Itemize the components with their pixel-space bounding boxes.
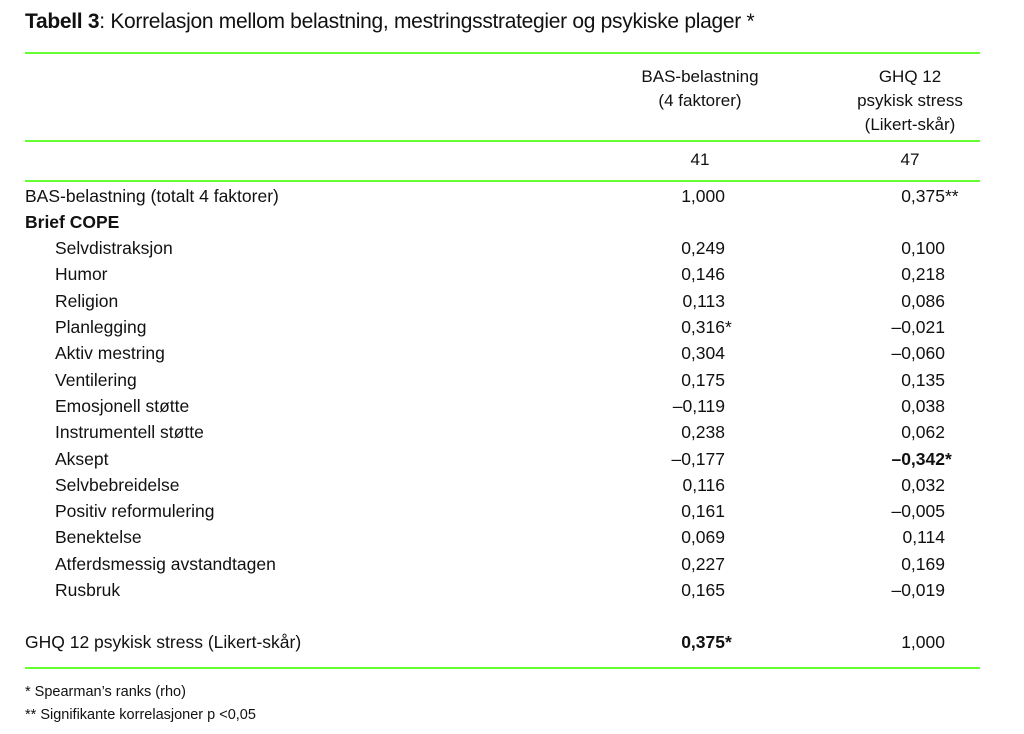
table-row (0, 472, 1024, 498)
header-line: GHQ 12 (878, 67, 942, 86)
column-header-ghq (835, 65, 985, 137)
cell-value: 0,227 (681, 554, 725, 574)
cell-bas (640, 288, 750, 314)
table-row (0, 446, 1024, 472)
cell-ghq (860, 288, 980, 314)
table-row (0, 419, 1024, 445)
cell-value: –0,019 (891, 580, 945, 600)
top-rule (25, 52, 980, 54)
cell-bas (640, 498, 750, 524)
significance-marker: * (725, 632, 732, 652)
row-label: Planlegging (55, 317, 147, 337)
significance-marker: ** (945, 186, 959, 206)
cell-ghq (860, 261, 980, 287)
cell-value: –0,342 (891, 449, 945, 469)
cell-value: 0,218 (901, 264, 945, 284)
cell-ghq (860, 524, 980, 550)
cell-ghq (860, 367, 980, 393)
table-title (25, 10, 754, 34)
cell-value: –0,005 (891, 501, 945, 521)
cell-value: 0,238 (681, 422, 725, 442)
row-label: Aksept (55, 449, 109, 469)
header-rule (25, 140, 980, 142)
cell-value: 0,165 (681, 580, 725, 600)
row-label: Selvdistraksjon (55, 238, 173, 258)
cell-value: –0,119 (672, 396, 725, 416)
cell-value: 0,169 (901, 554, 945, 574)
cell-ghq (860, 235, 980, 261)
cell-ghq (860, 498, 980, 524)
cell-value: –0,021 (891, 317, 945, 337)
row-label: Rusbruk (55, 580, 121, 600)
n-ghq: 47 (900, 150, 920, 169)
cell-ghq (860, 209, 980, 235)
header-line: (4 faktorer) (658, 91, 742, 110)
cell-value: 0,249 (681, 238, 725, 258)
cell-ghq (860, 393, 980, 419)
table-row (0, 340, 1024, 366)
row-label: Ventilering (55, 370, 137, 390)
footnote-significance: ** Signifikante korrelasjoner p <0,05 (25, 707, 256, 723)
significance-marker: * (725, 317, 732, 337)
cell-ghq (860, 183, 980, 209)
cell-value: 0,114 (902, 527, 945, 547)
cell-ghq (860, 472, 980, 498)
row-label: Selvbebreidelse (55, 475, 180, 495)
cell-ghq (860, 314, 980, 340)
row-label: Religion (55, 291, 119, 311)
cell-value: 0,086 (901, 291, 945, 311)
n-bas: 41 (690, 150, 710, 169)
cell-ghq (860, 629, 980, 655)
row-label: Brief COPE (25, 212, 120, 232)
row-label: Instrumentell støtte (55, 422, 204, 442)
cell-value: 0,069 (681, 527, 725, 547)
cell-value: 0,304 (681, 343, 725, 363)
table-row (0, 261, 1024, 287)
table-row (0, 235, 1024, 261)
table-row (0, 524, 1024, 550)
cell-value: 1,000 (681, 186, 725, 206)
cell-bas (640, 340, 750, 366)
cell-bas (640, 629, 750, 655)
table-row (0, 314, 1024, 340)
cell-ghq (860, 577, 980, 603)
header-line: psykisk stress (857, 91, 963, 110)
cell-bas (640, 446, 750, 472)
table-row (0, 288, 1024, 314)
bottom-rule (25, 667, 980, 669)
cell-bas (640, 314, 750, 340)
row-label: Aktiv mestring (55, 343, 165, 363)
cell-value: –0,177 (671, 449, 725, 469)
cell-bas (640, 524, 750, 550)
cell-bas (640, 577, 750, 603)
cell-ghq (860, 419, 980, 445)
column-header-bas (610, 65, 790, 113)
row-label: Positiv reformulering (55, 501, 215, 521)
row-label: Atferdsmessig avstandtagen (55, 554, 276, 574)
cell-value: 0,135 (901, 370, 945, 390)
row-label: Benektelse (55, 527, 142, 547)
table-caption: : Korrelasjon mellom belastning, mestringsstrategier og psykiske plager * (99, 10, 755, 33)
cell-bas (640, 472, 750, 498)
cell-value: 0,116 (682, 475, 725, 495)
row-label: BAS-belastning (totalt 4 faktorer) (25, 186, 279, 206)
cell-value: 0,038 (901, 396, 945, 416)
table-row (0, 577, 1024, 603)
cell-value: 0,062 (901, 422, 945, 442)
table-row (0, 393, 1024, 419)
row-label: GHQ 12 psykisk stress (Likert-skår) (25, 632, 302, 652)
table-number: Tabell 3 (25, 10, 100, 33)
cell-value: 1,000 (901, 632, 945, 652)
cell-value: 0,161 (681, 501, 725, 521)
cell-value: 0,146 (681, 264, 725, 284)
table-row (0, 183, 1024, 209)
cell-ghq (860, 446, 980, 472)
cell-bas (640, 419, 750, 445)
cell-value: 0,113 (682, 291, 725, 311)
cell-ghq (860, 551, 980, 577)
cell-bas (640, 261, 750, 287)
row-label: Emosjonell støtte (55, 396, 190, 416)
cell-bas (640, 183, 750, 209)
cell-bas (640, 393, 750, 419)
n-rule (25, 180, 980, 182)
cell-value: –0,060 (891, 343, 945, 363)
cell-value: 0,032 (901, 475, 945, 495)
header-line: (Likert-skår) (864, 115, 956, 134)
cell-value: 0,375 (681, 632, 725, 652)
cell-ghq (860, 340, 980, 366)
cell-value: 0,175 (681, 370, 725, 390)
cell-value: 0,316 (681, 317, 725, 337)
table-row (0, 209, 1024, 235)
cell-bas (640, 551, 750, 577)
cell-value: 0,100 (901, 238, 945, 258)
cell-bas (640, 209, 750, 235)
table-row (0, 629, 1024, 655)
table-row (0, 551, 1024, 577)
table-row (0, 367, 1024, 393)
footnote-spearman: * Spearman’s ranks (rho) (25, 684, 186, 700)
cell-bas (640, 235, 750, 261)
cell-bas (640, 367, 750, 393)
significance-marker: * (945, 449, 952, 469)
header-line: BAS-belastning (641, 67, 759, 86)
row-label: Humor (55, 264, 108, 284)
cell-value: 0,375 (901, 186, 945, 206)
table-row (0, 498, 1024, 524)
